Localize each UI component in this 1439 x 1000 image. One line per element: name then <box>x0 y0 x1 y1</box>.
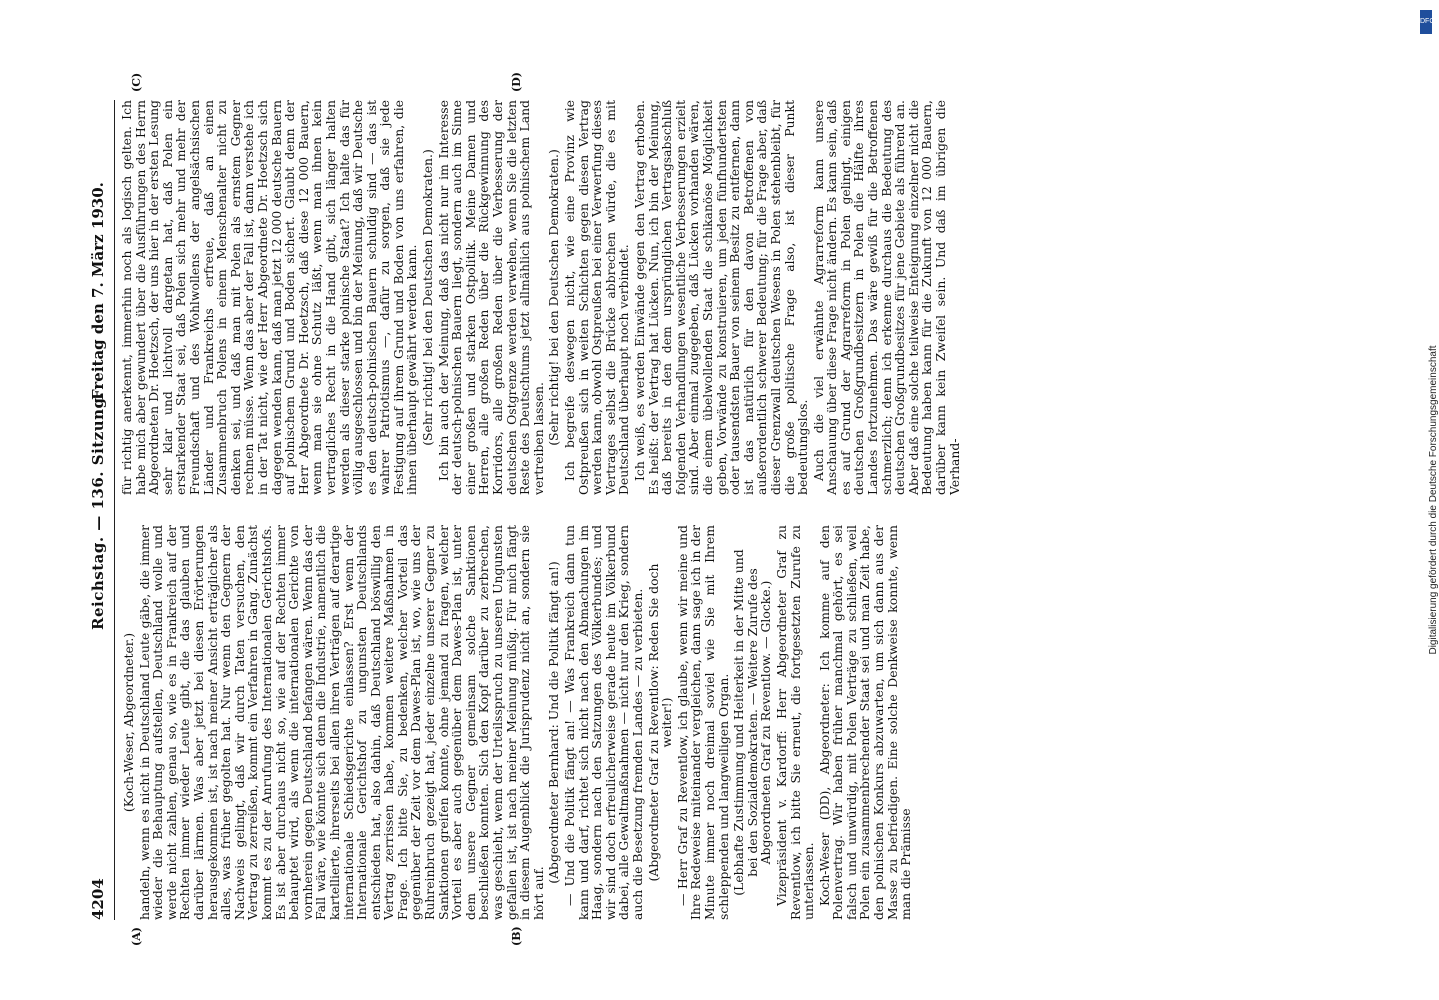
paragraph: Ich bin auch der Meinung, daß das nicht nur im Interesse der deutsch-polnischen Bauern liegt, sondern auch im Sinne einer großen und starken Ostpolitik. Meine Damen und Herren, alle großen Reden über die Rückgewinnung des Korridors, alle großen Reden über die Verbesserung der deutschen Ostgrenze werden verwehen, wenn Sie die letzten Reste des Deutschtums jetzt allmählich aus polnischem Land vertreiben lassen. <box>435 100 546 495</box>
margin-marker-c: (C) <box>130 72 143 92</box>
speaker-continuation: (Koch-Weser, Abgeordneter.) <box>121 632 136 813</box>
paragraph: Koch-Weser (DD), Abgeordneter: Ich komme auf den Polenvertrag. Wir haben früher manchmal gehört, es sei falsch und unwürdig, mit Polen Verträge zu schließen, weil Polen ein zusammenbrechender Staat sei und man Zeit habe, den polnischen Konkurs abzuwarten, um sich dann aus der Masse zu befriedigen. Eine solche Denkweise konnte, wenn man die Prämisse <box>816 525 914 920</box>
paragraph: — Und die Politik fängt an! — Was Frankreich dann tun kann und darf, richtet sich nicht nach den Abmachungen im Haag, sondern nach den Satzungen des Völkerbundes; und wir sind doch erfreulicherweise gerade heute im Völkerbund dabei, alle Gewaltmaßnahmen — nicht nur den Krieg, sondern auch die Besetzung fremden Landes — zu verbieten. <box>562 525 645 920</box>
session-date: Freitag den 7. März 1930. <box>89 182 107 400</box>
paragraph: handeln, wenn es nicht in Deutschland Leute gäbe, die immer wieder die Behauptung aufstellen, Deutschland wolle und werde nicht zahlen, genau so, wie es in Frankreich auf der Rechten immer wieder Leute gibt, die das glauben und darüber lärmen. Was aber jetzt bei diesen Erörterungen herausgekommen ist, ist nach meiner Ansicht erträglicher als alles, was früher gegolten hat. Nur wenn den Gegnern der Nachweis gelingt, daß wir durch Taten versuchen, den Vertrag zu zerreißen, kommt ein Verfahren in Gang. Zunächst kommt es zu der Anrufung des Internationalen Gerichtshofs. Es ist aber durchaus nicht so, wie auf der Rechten immer behauptet wird, als wenn die internationalen Gerichte von vornherein gegen Deutschland befangen wären. Wenn das der Fall wäre, wie könnte sich denn die Industrie, namentlich die kartellierte, ihrerseits bei allen ihren Verträgen auf derartige internationale Schiedsgerichte einlassen? Erst wenn der Internationale Gerichtshof zu ungunsten Deutschlands entschieden hat, also dahin, daß Deutschland böswillig den Vertrag zerrissen habe, kommen weitere Maßnahmen in Frage. Ich bitte Sie, zu bedenken, welcher Vorteil das gegenüber der Zeit vor dem Dawes-Plan ist, wo, wie uns der Ruhreinbruch gezeigt hat, jeder einzelne unserer Gegner zu Sanktionen greifen konnte, ohne jemand zu fragen, welcher Vorteil es aber auch gegenüber dem Dawes-Plan ist, unter dem unsere Gegner gemeinsam solche Sanktionen beschließen konnten. Sich den Kopf darüber zu zerbrechen, was geschieht, wenn der Urteilsspruch zu unseren Ungunsten gefallen ist, ist nach meiner Meinung müßig. Für mich fängt in diesem Augenblick die Jurisprudenz nicht an, sondern sie hört auf. <box>136 525 546 920</box>
document-page <box>89 60 1350 946</box>
interjection: (Lebhafte Zustimmung und Heiterkeit in der Mitte und bei den Sozialdemokraten. — Weitere Zurufe des Abgeordneten Graf zu Reventlow. — Glocke.) <box>731 549 774 896</box>
margin-marker-a: (A) <box>130 927 143 946</box>
digitization-note-text: Digitalisierung gefördert durch die Deutsche Forschungsgemeinschaft <box>1428 345 1439 655</box>
paragraph: Vizepräsident v. Kardorff: Herr Abgeordneter Graf zu Reventlow, ich bitte Sie erneut, die fortgesetzten Zurufe zu unterlassen. <box>773 525 817 920</box>
session-title: Reichstag. — 136. Sitzung. <box>89 391 107 630</box>
paragraph: Ich begreife deswegen nicht, wie eine Provinz wie Ostpreußen sich in weiten Schichten gegen diesen Vertrag werden kann, obwohl Ostpreußen bei einer Verwerfung dieses Vertrages selbst die Brücke abbrechen würde, die es mit Deutschland überhaupt noch verbindet. <box>562 100 632 495</box>
page-number: 4204 <box>89 878 107 920</box>
paragraph: Ich weiß, es werden Einwände gegen den Vertrag erhoben. Es heißt: der Vertrag hat Lücken. Nun, ich bin der Meinung, daß bereits in den dem ursprünglichen Vertragsabschluß folgenden Verhandlungen wesentliche Verbesserungen erzielt sind. Aber einmal zugegeben, daß Lücken vorhanden wären, die einem übelwollenden Staat die schikanöse Möglichkeit geben, Vorwände zu konstruieren, um jeden fünfhundertsten oder tausendsten Bauer von seinem Besitz zu entfernen, dann ist das natürlich für den davon Betroffenen von außerordentlich schwerer Bedeutung; für die Frage aber, daß dieser Grenzwall deutschen Wesens in Polen stehenbleibt, für die große politische Frage also, ist dieser Punkt bedeutungslos. <box>631 100 811 495</box>
digitization-note <box>1416 10 1439 990</box>
margin-marker-b: (B) <box>510 926 523 946</box>
left-column <box>120 525 915 920</box>
dfg-logo: DFG <box>1420 10 1432 34</box>
margin-marker-d: (D) <box>510 72 523 92</box>
paragraph: — Herr Graf zu Reventlow, ich glaube, wenn wir meine und Ihre Redeweise miteinander vergleichen, dann sage ich in der Minute immer noch dreimal soviel wie Sie mit Ihrem schleppenden und langweiligen Organ. <box>674 525 731 920</box>
interjection: (Sehr richtig! bei den Deutschen Demokraten.) <box>546 149 562 446</box>
paragraph: Auch die viel erwähnte Agrarreform kann unsere Anschauung über diese Frage nicht ändern. Es kann sein, daß es auf Grund der Agrarreform in Polen gelingt, einigen deutschen Großgrundbesitzern in Polen die Hälfte ihres Landes fortzunehmen. Das wäre gewiß für die Betroffenen schmerzlich; denn ich erkenne durchaus die Bedeutung des deutschen Großgrundbesitzes für jene Gebiete als führend an. Aber daß eine solche teilweise Enteignung einzelner nicht die Bedeutung haben kann für die Zukunft von 12 000 Bauern, darüber kann kein Zweifel sein. Und daß im übrigen die Verhand- <box>810 100 962 495</box>
page-header <box>90 100 112 920</box>
interjection: (Abgeordneter Graf zu Reventlow: Reden Sie doch weiter!) <box>645 563 675 882</box>
right-column <box>120 100 963 495</box>
interjection: (Abgeordneter Bernhard: Und die Politik fängt an!) <box>546 561 562 884</box>
interjection: (Sehr richtig! bei den Deutschen Demokraten.) <box>420 149 436 446</box>
header-rule <box>114 100 115 920</box>
paragraph: für richtig anerkennt, immerhin noch als logisch gelten. Ich habe mich aber gewundert über die Ausführungen des Herrn Abgeordneten Dr. Hoetzsch, der uns hier in der ersten Lesung sehr klar und lichtvoll dargetan hat, daß Polen ein erstarkender Staat sei, daß Polen sich mehr und mehr der Freundschaft und des Wohlwollens der angelsächsischen Länder und Frankreichs erfreue, daß an einen Zusammenbruch Polens in einem Menschenalter nicht zu denken sei, und daß man mit Polen als ernstem Gegner rechnen müsse. Wenn das aber der Fall ist, dann verstehe ich in der Tat nicht, wie der Herr Abgeordnete Dr. Hoetzsch sich dagegen wenden kann, daß man jetzt 12 000 deutsche Bauern auf polnischem Grund und Boden sichert. Glaubt denn der Herr Abgeordnete Dr. Hoetzsch, daß diese 12 000 Bauern, wenn man sie ohne Schutz läßt, wenn man ihnen kein vertragliches Recht in die Hand gibt, sich länger halten werden als dieser starke polnische Staat? Ich halte das für völlig ausgeschlossen und bin der Meinung, daß wir Deutsche es den deutsch-polnischen Bauern schuldig sind — das ist wahrer Patriotismus —, dafür zu sorgen, daß sie jede Festigung auf ihrem Grund und Boden von uns erfahren, die ihnen überhaupt gewährt werden kann. <box>119 100 420 495</box>
